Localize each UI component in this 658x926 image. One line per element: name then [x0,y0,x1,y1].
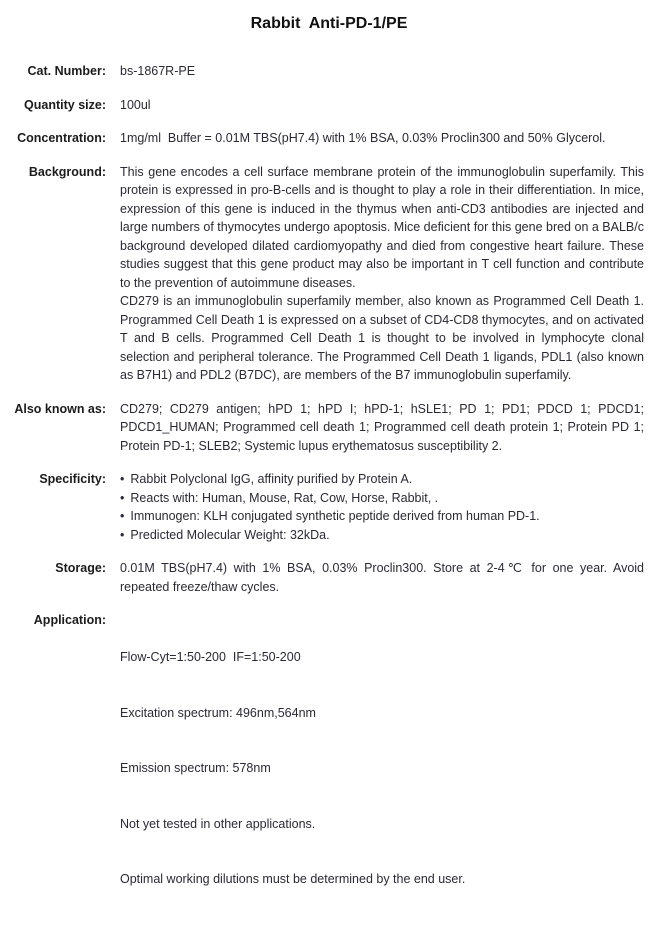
product-title: Rabbit Anti-PD-1/PE [250,15,408,32]
specificity-value [120,470,644,544]
specificity-label: Specificity: [39,472,106,486]
specificity-bullet-4: • Predicted Molecular Weight: 32kDa. [120,526,644,545]
row-background [14,163,644,385]
background-value [120,163,644,385]
background-paragraph-2: CD279 is an immunoglobulin superfamily member, also known as Programmed Cell Death 1. Programmed Cell Death 1 is expressed on a subset of CD4-CD8 thymocytes, and on activated T and B cells. Programmed Cell Death 1 is thought to be involved in lymphocyte clonal selection and peripheral tolerance. The Programmed Cell Death 1 ligands, PDL1 (also known as B7H1) and PDL2 (B7DC), are members of the B7 immunoglobulin superfamily. [120,294,644,382]
also-known-as-label: Also known as: [14,401,106,416]
application-line-dilutions: Flow-Cyt=1:50-200 IF=1:50-200 [120,650,301,664]
row-also-known-as [14,400,644,456]
cat-number-label: Cat. Number: [27,64,106,78]
row-specificity [14,470,644,544]
application-line-excitation: Excitation spectrum: 496nm,564nm [120,705,316,720]
storage-value: 0.01M TBS(pH7.4) with 1% BSA, 0.03% Proclin300. Store at 2-4℃ for one year. Avoid repeated freeze/thaw cycles. [120,561,644,594]
row-cat-number [14,62,644,81]
specificity-bullet-1: • Rabbit Polyclonal IgG, affinity purified by Protein A. [120,470,644,489]
concentration-label: Concentration: [17,131,106,145]
row-storage [14,559,644,596]
also-known-as-value: CD279; CD279 antigen; hPD 1; hPD I; hPD-1; hSLE1; PD 1; PD1; PDCD 1; PDCD1; PDCD1_HUMAN; Programmed cell death 1; Programmed cell death protein 1; Protein PD 1; Protein PD-1; SLEB2; Systemic lupus erythematosus susceptibility 2. [120,401,644,453]
background-label: Background: [28,164,106,179]
application-line-dilution-note: Optimal working dilutions must be determined by the end user. [120,872,466,886]
quantity-size-value: 100ul [120,97,151,112]
storage-label: Storage: [55,561,106,575]
row-quantity-size [14,96,644,115]
application-line-not-tested: Not yet tested in other applications. [120,816,316,831]
specificity-bullet-2: • Reacts with: Human, Mouse, Rat, Cow, Horse, Rabbit, . [120,489,644,508]
specificity-bullet-3: • Immunogen: KLH conjugated synthetic peptide derived from human PD-1. [120,507,644,526]
application-value [120,611,644,926]
quantity-size-label: Quantity size: [24,97,106,112]
row-application [14,611,644,926]
concentration-value: 1mg/ml Buffer = 0.01M TBS(pH7.4) with 1% BSA, 0.03% Proclin300 and 50% Glycerol. [120,131,606,145]
application-label: Application: [33,613,106,627]
cat-number-value: bs-1867R-PE [120,64,196,78]
row-concentration [14,129,644,148]
specificity-bullet-list [120,470,644,544]
background-paragraph-1: This gene encodes a cell surface membrane protein of the immunoglobulin superfamily. This protein is expressed in pro-B-cells and is thought to play a role in their differentiation. In mice, expression of this gene is induced in the thymus when anti-CD3 antibodies are injected and large numbers of thymocytes undergo apoptosis. Mice deficient for this gene bred on a BALB/c background developed dilated cardiomyopathy and died from congestive heart failure. These studies suggest that this gene product may also be important in T cell function and contribute to the prevention of autoimmune diseases. [120,164,644,290]
application-line-emission: Emission spectrum: 578nm [120,761,271,775]
